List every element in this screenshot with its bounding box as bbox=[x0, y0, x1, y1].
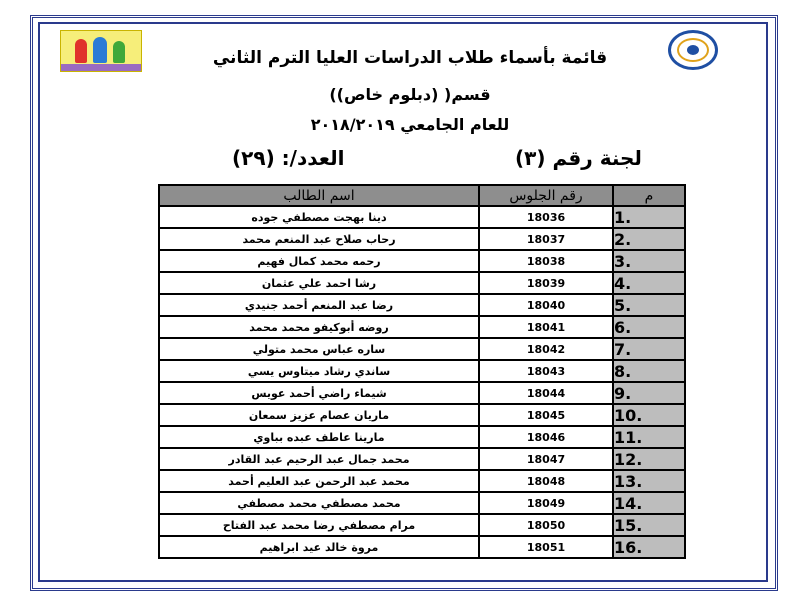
seat-number: 18041 bbox=[479, 316, 613, 338]
row-index: 8. bbox=[613, 360, 685, 382]
row-index: 2. bbox=[613, 228, 685, 250]
table-row bbox=[159, 514, 685, 536]
seat-number: 18042 bbox=[479, 338, 613, 360]
seat-number: 18040 bbox=[479, 294, 613, 316]
academic-year-line: للعام الجامعي ٢٠١٨/٢٠١٩ bbox=[310, 115, 510, 134]
table-row bbox=[159, 228, 685, 250]
table-row bbox=[159, 316, 685, 338]
table-row bbox=[159, 338, 685, 360]
seat-number: 18044 bbox=[479, 382, 613, 404]
seat-number: 18045 bbox=[479, 404, 613, 426]
table-row bbox=[159, 536, 685, 558]
row-index: 7. bbox=[613, 338, 685, 360]
committee-number: لجنة رقم (٣) bbox=[515, 146, 642, 170]
table-row bbox=[159, 206, 685, 228]
student-name: مرام مصطفي رضا محمد عبد الفتاح bbox=[159, 514, 479, 536]
table-row bbox=[159, 470, 685, 492]
student-name: محمد عبد الرحمن عبد العليم أحمد bbox=[159, 470, 479, 492]
student-name: محمد جمال عبد الرحيم عبد القادر bbox=[159, 448, 479, 470]
table-row bbox=[159, 492, 685, 514]
seat-number: 18043 bbox=[479, 360, 613, 382]
student-name: دينا بهجت مصطفي جوده bbox=[159, 206, 479, 228]
student-name: روضه أبوكيفو محمد محمد bbox=[159, 316, 479, 338]
student-name: شيماء راضي أحمد عويس bbox=[159, 382, 479, 404]
seat-number: 18038 bbox=[479, 250, 613, 272]
row-index: 15. bbox=[613, 514, 685, 536]
student-name: ساره عباس محمد متولي bbox=[159, 338, 479, 360]
row-index: 14. bbox=[613, 492, 685, 514]
table-row bbox=[159, 250, 685, 272]
table-row bbox=[159, 426, 685, 448]
seat-number: 18037 bbox=[479, 228, 613, 250]
column-header-index: م bbox=[613, 185, 685, 206]
row-index: 10. bbox=[613, 404, 685, 426]
table-row bbox=[159, 272, 685, 294]
student-name: ساندي رشاد ميتاوس يسي bbox=[159, 360, 479, 382]
row-index: 11. bbox=[613, 426, 685, 448]
column-header-seat-number: رقم الجلوس bbox=[479, 185, 613, 206]
row-index: 5. bbox=[613, 294, 685, 316]
seat-number: 18050 bbox=[479, 514, 613, 536]
table-header-row bbox=[159, 185, 685, 206]
seat-number: 18046 bbox=[479, 426, 613, 448]
student-name: رشا احمد علي عثمان bbox=[159, 272, 479, 294]
student-name: مروة خالد عيد ابراهيم bbox=[159, 536, 479, 558]
document-title: قائمة بأسماء طلاب الدراسات العليا الترم الثاني bbox=[212, 48, 608, 68]
seat-number: 18049 bbox=[479, 492, 613, 514]
student-name: رحاب صلاح عبد المنعم محمد bbox=[159, 228, 479, 250]
department-line: قسم( (دبلوم خاص)) bbox=[329, 85, 491, 104]
row-index: 3. bbox=[613, 250, 685, 272]
seat-number: 18036 bbox=[479, 206, 613, 228]
row-index: 1. bbox=[613, 206, 685, 228]
seat-number: 18047 bbox=[479, 448, 613, 470]
row-index: 13. bbox=[613, 470, 685, 492]
table-row bbox=[159, 382, 685, 404]
university-seal-icon bbox=[668, 30, 718, 70]
row-index: 12. bbox=[613, 448, 685, 470]
row-index: 9. bbox=[613, 382, 685, 404]
row-index: 6. bbox=[613, 316, 685, 338]
students-table bbox=[158, 184, 686, 559]
table-row bbox=[159, 448, 685, 470]
row-index: 16. bbox=[613, 536, 685, 558]
student-name: رحمه محمد كمال فهيم bbox=[159, 250, 479, 272]
row-index: 4. bbox=[613, 272, 685, 294]
seat-number: 18048 bbox=[479, 470, 613, 492]
student-name: مارينا عاطف عبده بباوي bbox=[159, 426, 479, 448]
seat-number: 18039 bbox=[479, 272, 613, 294]
table-row bbox=[159, 360, 685, 382]
children-logo-icon bbox=[60, 30, 142, 72]
student-name: ماريان عصام عزيز سمعان bbox=[159, 404, 479, 426]
student-name: محمد مصطفي محمد مصطفي bbox=[159, 492, 479, 514]
student-name: رضا عبد المنعم أحمد جنيدي bbox=[159, 294, 479, 316]
table-row bbox=[159, 404, 685, 426]
column-header-student-name: اسم الطالب bbox=[159, 185, 479, 206]
table-row bbox=[159, 294, 685, 316]
student-count: العدد/: (٢٩) bbox=[232, 146, 345, 170]
seat-number: 18051 bbox=[479, 536, 613, 558]
